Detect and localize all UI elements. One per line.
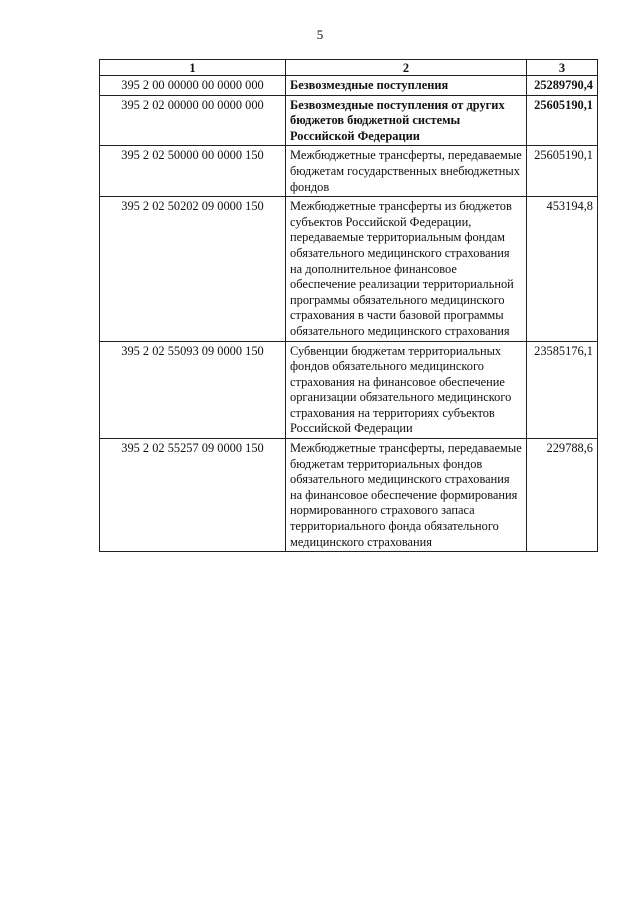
row-name: Субвенции бюджетам территориальных фондов обязательного медицинского страхования на финансовое обеспечение организации обязательного медицинского страхования на территориях субъектов Российской Федерации <box>286 341 527 439</box>
row-code: 395 2 02 55257 09 0000 150 <box>100 439 286 552</box>
table-row <box>100 76 598 96</box>
row-amount: 23585176,1 <box>527 341 598 439</box>
column-header-name: 2 <box>286 60 527 76</box>
page-number: 5 <box>316 27 324 42</box>
table-row <box>100 146 598 197</box>
row-code: 395 2 02 00000 00 0000 000 <box>100 95 286 146</box>
row-name: Безвозмездные поступления от других бюджетов бюджетной системы Российской Федерации <box>286 95 527 146</box>
row-amount: 25605190,1 <box>527 146 598 197</box>
row-code: 395 2 02 50000 00 0000 150 <box>100 146 286 197</box>
row-amount: 453194,8 <box>527 197 598 341</box>
row-amount: 25605190,1 <box>527 95 598 146</box>
table-header-row <box>100 60 598 76</box>
table-row <box>100 95 598 146</box>
row-amount: 229788,6 <box>527 439 598 552</box>
table-row <box>100 341 598 439</box>
row-name: Межбюджетные трансферты из бюджетов субъектов Российской Федерации, передаваемые территориальным фондам обязательного медицинского страхования на дополнительное финансовое обеспечение реализации территориальной программы обязательного медицинского страхования в части базовой программы обязательного медицинского страхования <box>286 197 527 341</box>
table-row <box>100 197 598 341</box>
row-amount: 25289790,4 <box>527 76 598 96</box>
column-header-code: 1 <box>100 60 286 76</box>
column-header-amount: 3 <box>527 60 598 76</box>
row-code: 395 2 02 55093 09 0000 150 <box>100 341 286 439</box>
table-row <box>100 439 598 552</box>
row-name: Безвозмездные поступления <box>286 76 527 96</box>
row-code: 395 2 02 50202 09 0000 150 <box>100 197 286 341</box>
budget-revenue-table <box>99 59 598 552</box>
row-code: 395 2 00 00000 00 0000 000 <box>100 76 286 96</box>
row-name: Межбюджетные трансферты, передаваемые бюджетам государственных внебюджетных фондов <box>286 146 527 197</box>
row-name: Межбюджетные трансферты, передаваемые бюджетам территориальных фондов обязательного медицинского страхования на финансовое обеспечение формирования нормированного страхового запаса территориального фонда обязательного медицинского страхования <box>286 439 527 552</box>
